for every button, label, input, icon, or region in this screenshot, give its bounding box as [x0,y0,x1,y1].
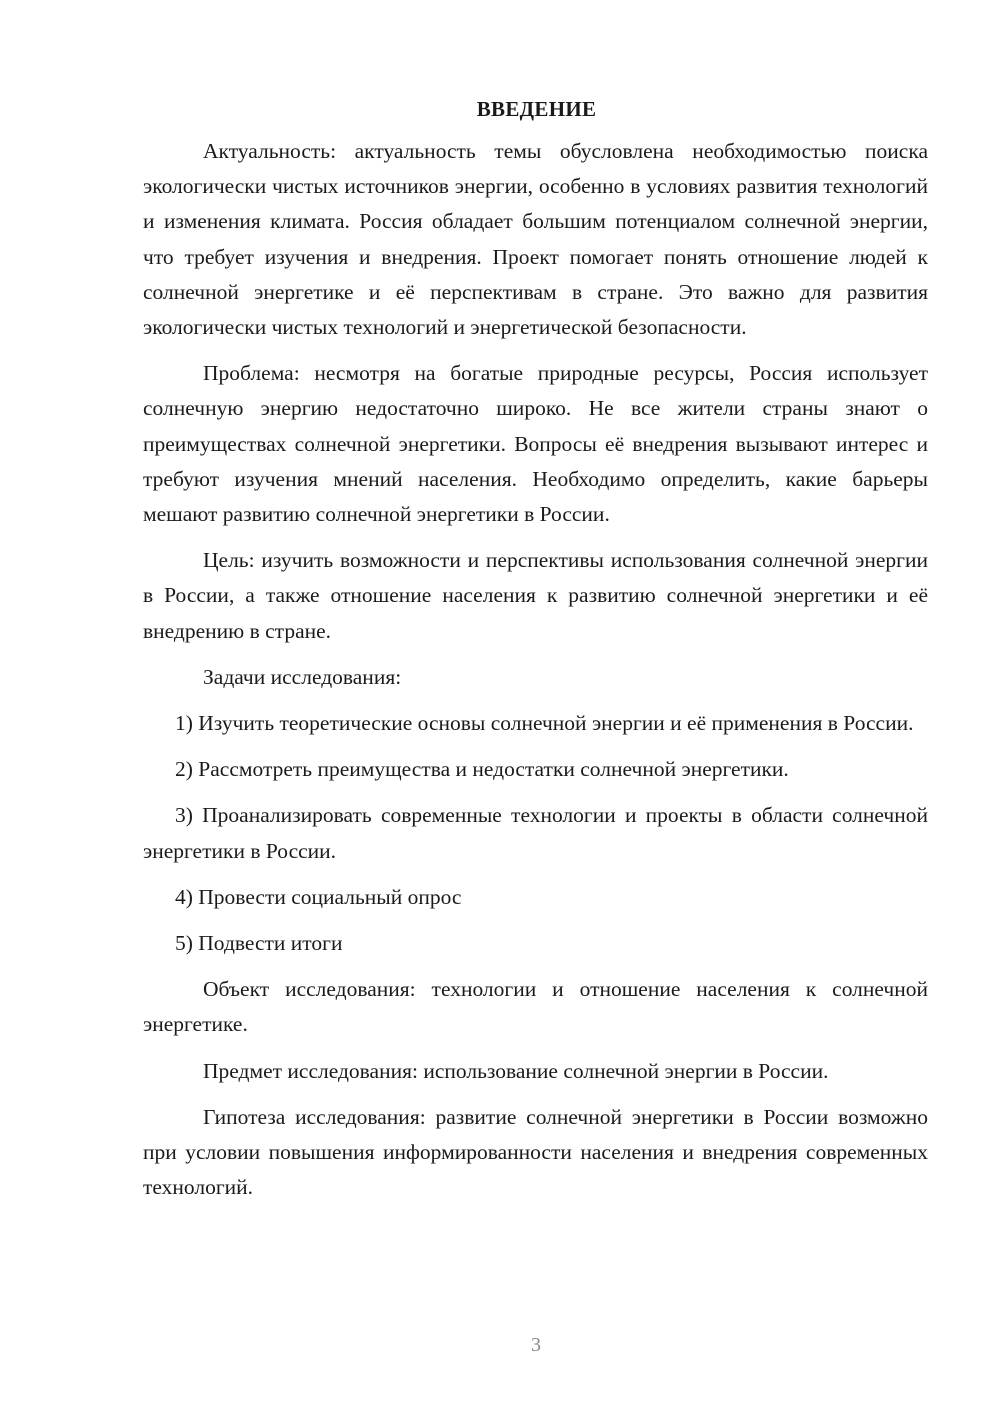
task-item-1: 1) Изучить теоретические основы солнечной энергии и её применения в России. [175,711,914,736]
paragraph-hypothesis: Гипотеза исследования: развитие солнечной энергетики в России возможно при условии повышения информированности населения и внедрения современных технологий. [143,1104,928,1200]
paragraph-goal: Цель: изучить возможности и перспективы использования солнечной энергии в России, а также отношение населения к развитию солнечной энергетики и её внедрению в стране. [143,548,928,643]
paragraph-tasks-heading: Задачи исследования: [203,664,402,689]
task-item-4: 4) Провести социальный опрос [175,884,462,909]
paragraph-relevance: Актуальность: актуальность темы обусловлена необходимостью поиска экологически чистых источников энергии, особенно в условиях развития технологий и изменения климата. Россия обладает большим потенциалом солнечной энергии, что требует изучения и внедрения. Проект помогает понять отношение людей к солнечной энергетике и её перспективам в стране. Это важно для развития экологически чистых технологий и энергетической безопасности. [143,139,928,340]
paragraph-object: Объект исследования: технологии и отношение населения к солнечной энергетике. [143,977,928,1037]
section-title: ВВЕДЕНИЕ [476,97,597,121]
paragraph-problem: Проблема: несмотря на богатые природные ресурсы, Россия использует солнечную энергию недостаточно широко. Не все жители страны знают о преимуществах солнечной энергетики. Вопросы её внедрения вызывают интерес и требуют изучения мнений населения. Необходимо определить, какие барьеры мешают развитию солнечной энергетики в России. [143,361,928,527]
page-number: 3 [531,1334,541,1356]
task-item-5: 5) Подвести итоги [175,931,343,956]
task-item-3: 3) Проанализировать современные технологии и проекты в области солнечной энергетики в России. [143,803,928,863]
document-body [143,92,928,1205]
paragraph-subject: Предмет исследования: использование солнечной энергии в России. [203,1058,829,1083]
task-item-2: 2) Рассмотреть преимущества и недостатки солнечной энергетики. [175,757,789,782]
